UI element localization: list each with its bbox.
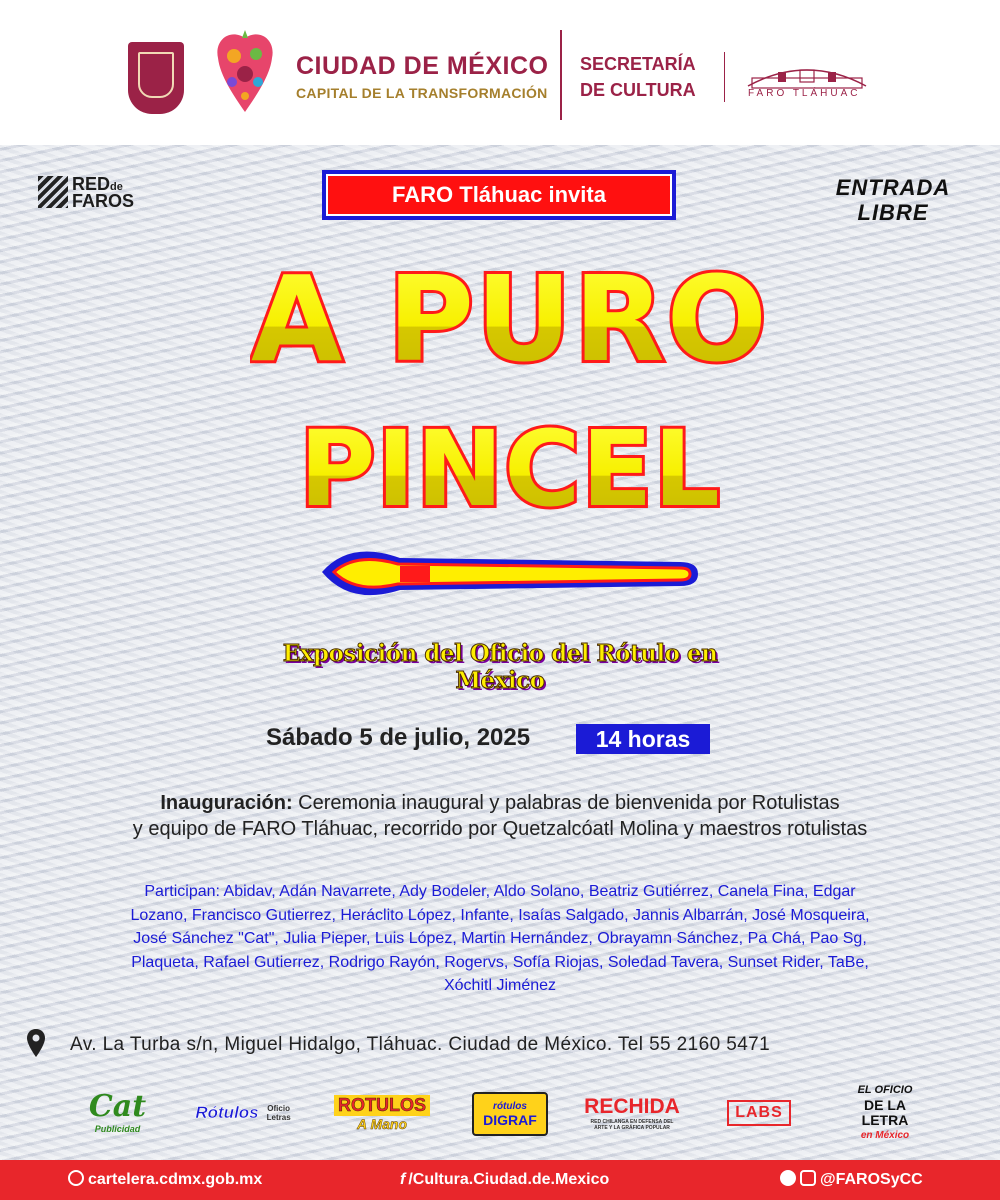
participants-line: Participan: Abidav, Adán Navarrete, Ady Bodeler, Aldo Solano, Beatriz Gutiérrez, Canela Fina, Edgar: [144, 883, 856, 900]
rechida-text: RECHIDA: [584, 1095, 680, 1118]
globe-icon: [68, 1170, 84, 1186]
invita-text: FARO Tláhuac invita: [392, 182, 606, 207]
labs-text: LABS: [727, 1100, 791, 1126]
footer-facebook-link[interactable]: /Cultura.Ciudad.de.Mexico: [408, 1171, 610, 1188]
participants-list: [40, 880, 960, 998]
cdmx-title: CIUDAD DE MÉXICO: [296, 52, 549, 80]
oficio-line1: EL OFICIO: [857, 1084, 913, 1096]
digraf-line1: rótulos: [493, 1100, 527, 1112]
inauguration-line1: Ceremonia inaugural y palabras de bienvenida por Rotulistas: [292, 792, 840, 814]
secretaria-line2: DE CULTURA: [580, 80, 696, 100]
a-puro-pincel-title-art: [250, 240, 770, 620]
red-faros-mark-icon: [38, 176, 68, 208]
participants-line: José Sánchez "Cat", Julia Pieper, Luis López, Martin Hernández, Obrayamn Sánchez, Pa Chá, Pao Sg,: [133, 930, 867, 947]
participants-line: Plaqueta, Rafael Gutierrez, Rodrigo Rayón, Rogervs, Sofía Riojas, Soledad Tavera, Sunset Rider, TaBe,: [131, 953, 869, 971]
cdmx-shield-logo: [128, 42, 184, 114]
footer-bar: [0, 1160, 1000, 1200]
invita-banner: [322, 170, 676, 220]
event-time-badge: 14 horas: [576, 724, 710, 754]
exposition-subtitle: Exposición del Oficio del Rótulo en México: [282, 640, 718, 694]
faros-text: FAROS: [72, 191, 135, 211]
cdmx-subtitle: CAPITAL DE LA TRANSFORMACIÓN: [296, 85, 548, 101]
rotulos-mano-line2: A Mano: [356, 1115, 408, 1132]
header-bar: [0, 0, 1000, 145]
footer-web-link[interactable]: cartelera.cdmx.gob.mx: [88, 1171, 263, 1188]
instagram-icon: [800, 1170, 816, 1186]
rechida-small: RED CHILANGA EN DEFENSA DEL ARTE Y LA GRÁFICA POPULAR: [590, 1119, 674, 1131]
rotulos-oficio-letras-logo: [195, 1082, 295, 1144]
entrada-libre-badge: [808, 175, 978, 225]
rotulos-logo-small: Oficio Letras: [266, 1104, 291, 1122]
faro-logo-text: FARO TLÁHUAC: [748, 88, 861, 99]
de-text: de: [110, 181, 123, 193]
cat-logo-text: Cat: [88, 1088, 147, 1124]
secretaria-line1: SECRETARÍA: [580, 54, 696, 74]
facebook-circle-icon: [780, 1170, 796, 1186]
cat-logo-small: Publicidad: [94, 1123, 141, 1134]
rotulos-digraf-logo: [472, 1092, 548, 1136]
header-divider: [560, 30, 562, 120]
location-pin-icon: [26, 1028, 46, 1058]
labs-logo: [714, 1082, 804, 1144]
rotulos-a-mano-logo: [332, 1082, 432, 1144]
inauguration-label: Inauguración:: [160, 792, 293, 814]
red-de-faros-logo: [38, 176, 148, 212]
inauguration-line2: y equipo de FARO Tláhuac, recorrido por Quetzalcóatl Molina y maestros rotulistas: [132, 818, 868, 840]
entrada-line2: LIBRE: [857, 200, 929, 225]
digraf-line2: DIGRAF: [483, 1111, 537, 1128]
footer-social-handle[interactable]: @FAROSyCC: [820, 1171, 923, 1188]
rotulos-mano-line1: ROTULOS: [334, 1095, 430, 1116]
title-line1: A PURO: [251, 250, 769, 388]
paintbrush-icon: [322, 552, 698, 596]
cat-publicidad-logo: [80, 1076, 155, 1146]
participants-line: Lozano, Francisco Gutierrez, Heráclito López, Infante, Isaías Salgado, Jannis Albarrán, José Mosqueira,: [130, 906, 870, 924]
event-date: Sábado 5 de julio, 2025: [266, 724, 531, 751]
participants-line: Xóchitl Jiménez: [443, 977, 557, 994]
rechida-logo: [584, 1082, 680, 1144]
entrada-line1: ENTRADA: [835, 175, 951, 200]
rotulos-logo-text: Rótulos: [195, 1103, 259, 1122]
oficio-line3: en México: [860, 1130, 910, 1141]
facebook-icon: f: [400, 1171, 406, 1188]
cdmx-heart-flower-logo: [210, 26, 280, 118]
title-line2: PINCEL: [299, 408, 721, 530]
header-divider-2: [724, 52, 725, 102]
red-text: RED: [72, 174, 111, 194]
inauguration-text: [30, 790, 970, 842]
oficio-line2: DE LA LETRA: [861, 1097, 909, 1128]
el-oficio-de-la-letra-logo: [840, 1082, 930, 1144]
address-text: Av. La Turba s/n, Miguel Hidalgo, Tláhuac. Ciudad de México. Tel 55 2160 5471: [70, 1034, 771, 1055]
